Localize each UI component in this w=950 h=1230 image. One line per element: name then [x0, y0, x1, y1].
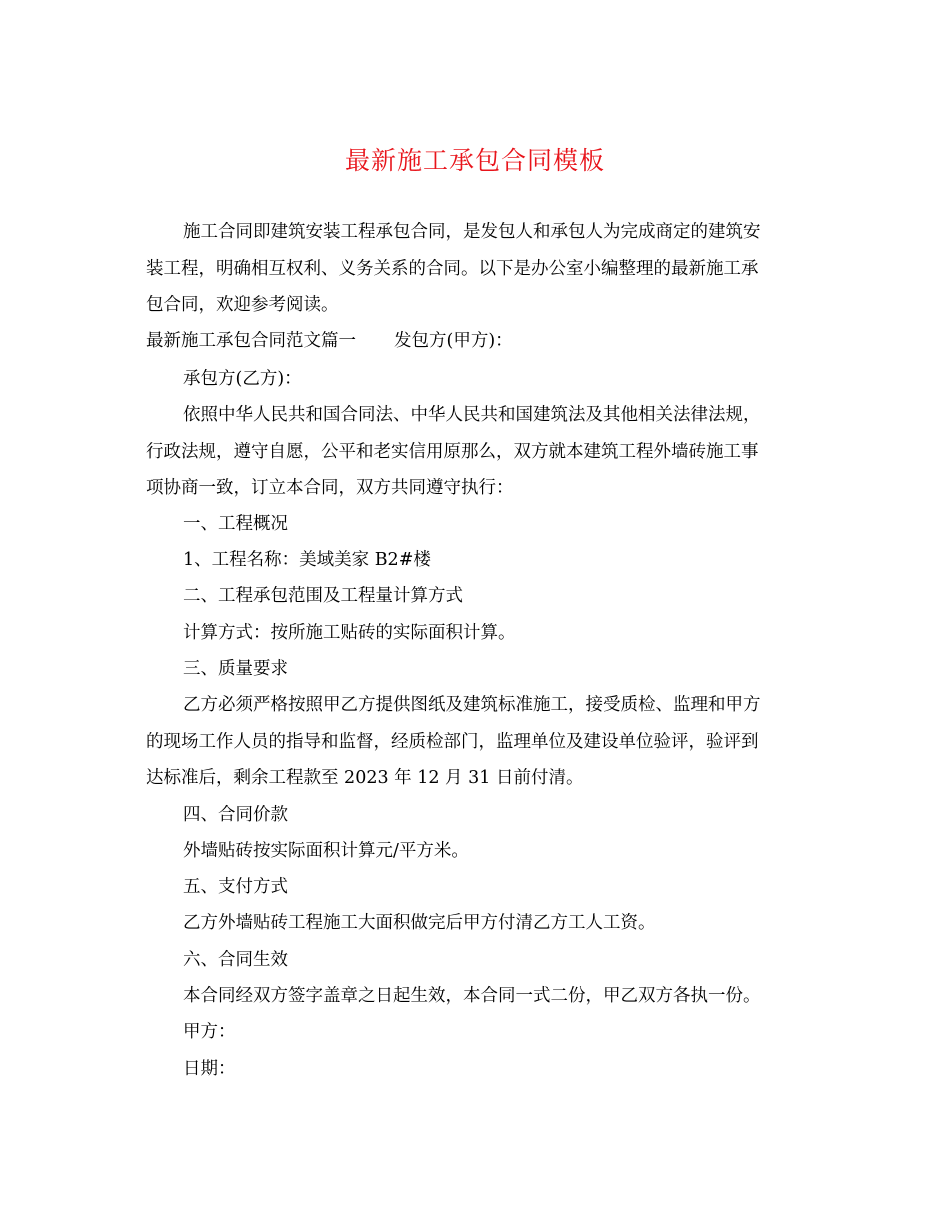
section4-heading: 四、合同价款	[183, 805, 288, 825]
sample-heading: 最新施工承包合同范文篇一	[146, 331, 356, 351]
party-b-label: 承包方(乙方)：	[183, 369, 302, 389]
intro-line-1: 施工合同即建筑安装工程承包合同，是发包人和承包人为完成商定的建筑安	[183, 222, 761, 242]
section5-text: 乙方外墙贴砖工程施工大面积做完后甲方付清乙方工人工资。	[183, 913, 656, 933]
preamble-line-3: 项协商一致，订立本合同，双方共同遵守执行：	[146, 478, 514, 498]
section2-text: 计算方式：按所施工贴砖的实际面积计算。	[183, 623, 516, 643]
section1-heading: 一、工程概况	[183, 514, 288, 534]
document-title: 最新施工承包合同模板	[344, 146, 605, 175]
preamble-line-2: 行政法规，遵守自愿，公平和老实信用原那么，双方就本建筑工程外墙砖施工事	[146, 442, 759, 462]
section1-item1: 1、工程名称：美域美家 B2#楼	[183, 550, 431, 570]
section3-line-2: 的现场工作人员的指导和监督，经质检部门，监理单位及建设单位验评，验评到	[146, 732, 759, 752]
signature-party-a: 甲方：	[183, 1022, 236, 1042]
signature-date: 日期：	[183, 1059, 236, 1079]
preamble-line-1: 依照中华人民共和国合同法、中华人民共和国建筑法及其他相关法律法规，	[183, 405, 761, 425]
section5-heading: 五、支付方式	[183, 877, 288, 897]
section6-heading: 六、合同生效	[183, 950, 288, 970]
intro-line-3: 包合同，欢迎参考阅读。	[146, 295, 339, 315]
section2-heading: 二、工程承包范围及工程量计算方式	[183, 586, 463, 606]
section3-line-1: 乙方必须严格按照甲乙方提供图纸及建筑标准施工，接受质检、监理和甲方	[183, 695, 761, 715]
section6-text: 本合同经双方签字盖章之日起生效，本合同一式二份，甲乙双方各执一份。	[183, 986, 761, 1006]
section4-text: 外墙贴砖按实际面积计算元/平方米。	[183, 841, 469, 861]
sample-heading-row	[146, 328, 513, 354]
section3-heading: 三、质量要求	[183, 659, 288, 679]
section3-line-3: 达标准后，剩余工程款至 2023 年 12 月 31 日前付清。	[146, 768, 584, 788]
party-a-label: 发包方(甲方)：	[394, 331, 513, 351]
intro-line-2: 装工程，明确相互权利、义务关系的合同。以下是办公室小编整理的最新施工承	[146, 259, 759, 279]
